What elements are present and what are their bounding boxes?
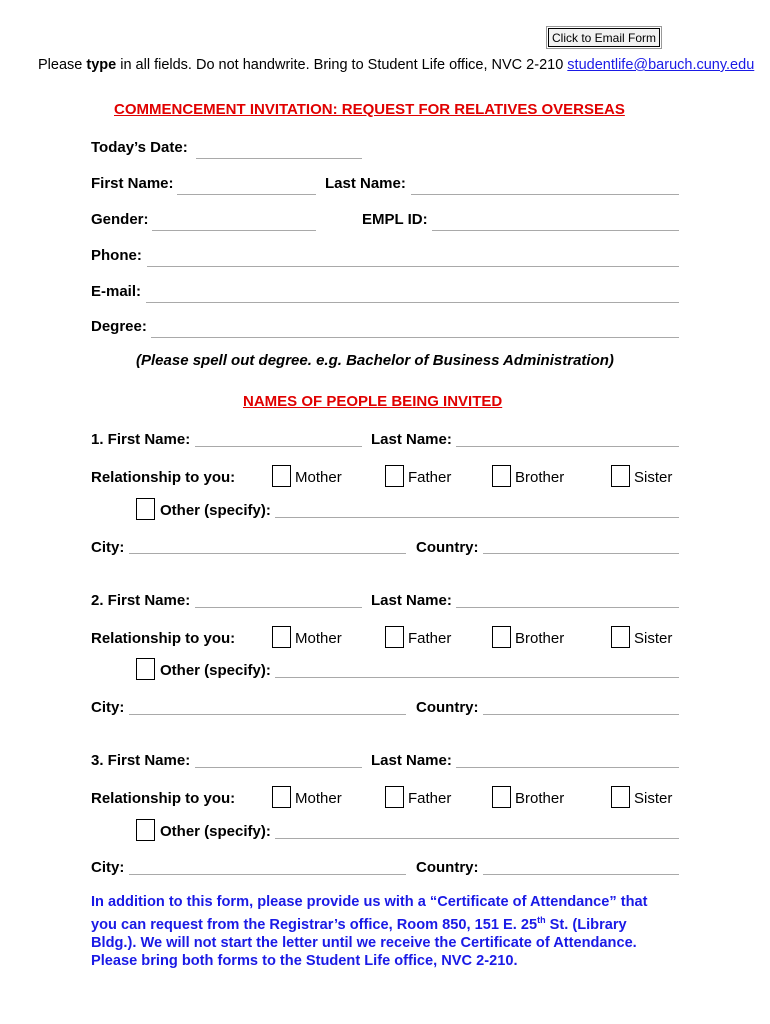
invitee-2-father-label: Father: [408, 630, 452, 647]
first-name-label: First Name:: [91, 175, 174, 192]
invitee-2-other-checkbox[interactable]: [136, 658, 155, 680]
invitee-1-sister-checkbox[interactable]: [611, 465, 630, 487]
invitee-1-relationship-label: Relationship to you:: [91, 469, 236, 486]
invitee-3-last-name-label: Last Name:: [371, 752, 452, 769]
instruction-post: in all fields. Do not handwrite. Bring to Student Life office, NVC 2-210: [116, 57, 568, 73]
invitee-1-city-label: City:: [91, 539, 125, 556]
invitee-3-brother-checkbox[interactable]: [492, 786, 511, 808]
invitee-3-brother-label: Brother: [515, 790, 565, 807]
invitee-3-city-field[interactable]: [129, 874, 406, 875]
todays-date-label: Today’s Date:: [91, 139, 188, 156]
degree-hint: (Please spell out degree. e.g. Bachelor of Business Administration): [136, 352, 614, 369]
invitee-1-mother-label: Mother: [295, 469, 342, 486]
invitee-2-mother-label: Mother: [295, 630, 342, 647]
invitee-2-sister-checkbox[interactable]: [611, 626, 630, 648]
invitee-1-sister-label: Sister: [634, 469, 673, 486]
instructions: [38, 57, 754, 73]
invitee-3-sister-label: Sister: [634, 790, 673, 807]
invitee-3-first-name-field[interactable]: [195, 767, 362, 768]
invitee-2-country-field[interactable]: [483, 714, 679, 715]
certificate-note: [91, 893, 691, 971]
todays-date-field[interactable]: [196, 158, 362, 159]
note-line-1: In addition to this form, please provide us with a “Certificate of Attendance” that: [91, 894, 648, 910]
first-name-field[interactable]: [177, 194, 316, 195]
invitee-2-last-name-label: Last Name:: [371, 592, 452, 609]
phone-field[interactable]: [147, 266, 679, 267]
email-form-button[interactable]: Click to Email Form: [548, 28, 660, 47]
invitee-2-country-label: Country:: [416, 699, 479, 716]
invitee-1-country-label: Country:: [416, 539, 479, 556]
invitee-3-city-label: City:: [91, 859, 125, 876]
form-title: COMMENCEMENT INVITATION: REQUEST FOR RELATIVES OVERSEAS: [114, 101, 625, 118]
note-line-4: Please bring both forms to the Student Life office, NVC 2-210.: [91, 953, 518, 970]
invitee-3-first-name-label: 3. First Name:: [91, 752, 191, 769]
invitee-1-last-name-field[interactable]: [456, 446, 679, 447]
invitee-1-brother-checkbox[interactable]: [492, 465, 511, 487]
instruction-pre: Please: [38, 57, 87, 73]
invitee-3-father-checkbox[interactable]: [385, 786, 404, 808]
last-name-field[interactable]: [411, 194, 679, 195]
invitee-1-last-name-label: Last Name:: [371, 431, 452, 448]
invitee-3-country-field[interactable]: [483, 874, 679, 875]
note-line-2: [91, 911, 691, 934]
gender-field[interactable]: [152, 230, 316, 231]
note-line-3: Bldg.). We will not start the letter until we receive the Certificate of Attendance.: [91, 935, 637, 952]
invitee-2-sister-label: Sister: [634, 630, 673, 647]
invitee-1-mother-checkbox[interactable]: [272, 465, 291, 487]
email-field[interactable]: [146, 302, 679, 303]
invitee-2-other-label: Other (specify):: [160, 662, 271, 679]
invitee-2-city-label: City:: [91, 699, 125, 716]
invitee-2-brother-checkbox[interactable]: [492, 626, 511, 648]
instruction-bold: type: [86, 57, 117, 73]
invitee-2-brother-label: Brother: [515, 630, 565, 647]
invitee-3-mother-checkbox[interactable]: [272, 786, 291, 808]
invitee-1-father-label: Father: [408, 469, 452, 486]
invitee-1-first-name-field[interactable]: [195, 446, 362, 447]
invitee-2-mother-checkbox[interactable]: [272, 626, 291, 648]
invitee-3-other-field[interactable]: [275, 838, 679, 839]
invitee-1-other-label: Other (specify):: [160, 502, 271, 519]
invitee-2-city-field[interactable]: [129, 714, 406, 715]
invitee-1-other-checkbox[interactable]: [136, 498, 155, 520]
invitee-1-city-field[interactable]: [129, 553, 406, 554]
invitee-2-last-name-field[interactable]: [456, 607, 679, 608]
invitee-3-other-checkbox[interactable]: [136, 819, 155, 841]
email-label: E-mail:: [91, 283, 142, 300]
invitees-title: NAMES OF PEOPLE BEING INVITED: [243, 393, 503, 410]
degree-label: Degree:: [91, 318, 147, 335]
invitee-3-father-label: Father: [408, 790, 452, 807]
invitee-1-first-name-label: 1. First Name:: [91, 431, 191, 448]
gender-label: Gender:: [91, 211, 149, 228]
invitee-3-mother-label: Mother: [295, 790, 342, 807]
invitee-1-country-field[interactable]: [483, 553, 679, 554]
invitee-3-other-label: Other (specify):: [160, 823, 271, 840]
invitee-2-other-field[interactable]: [275, 677, 679, 678]
invitee-1-father-checkbox[interactable]: [385, 465, 404, 487]
empl-id-field[interactable]: [432, 230, 679, 231]
note-line-2-pre: you can request from the Registrar’s office, Room 850, 151 E. 25: [91, 917, 538, 934]
phone-label: Phone:: [91, 247, 142, 264]
last-name-label: Last Name:: [325, 175, 406, 192]
invitee-2-relationship-label: Relationship to you:: [91, 630, 236, 647]
invitee-3-sister-checkbox[interactable]: [611, 786, 630, 808]
invitee-2-first-name-field[interactable]: [195, 607, 362, 608]
student-life-email-link[interactable]: studentlife@baruch.cuny.edu: [567, 57, 755, 73]
empl-id-label: EMPL ID:: [362, 211, 428, 228]
invitee-1-other-field[interactable]: [275, 517, 679, 518]
invitee-3-last-name-field[interactable]: [456, 767, 679, 768]
invitee-3-relationship-label: Relationship to you:: [91, 790, 236, 807]
invitee-3-country-label: Country:: [416, 859, 479, 876]
invitee-1-brother-label: Brother: [515, 469, 565, 486]
note-line-2-post: St. (Library: [545, 917, 627, 934]
invitee-2-father-checkbox[interactable]: [385, 626, 404, 648]
degree-field[interactable]: [151, 337, 679, 338]
invitee-2-first-name-label: 2. First Name:: [91, 592, 191, 609]
note-line-2-sup: th: [537, 915, 546, 926]
